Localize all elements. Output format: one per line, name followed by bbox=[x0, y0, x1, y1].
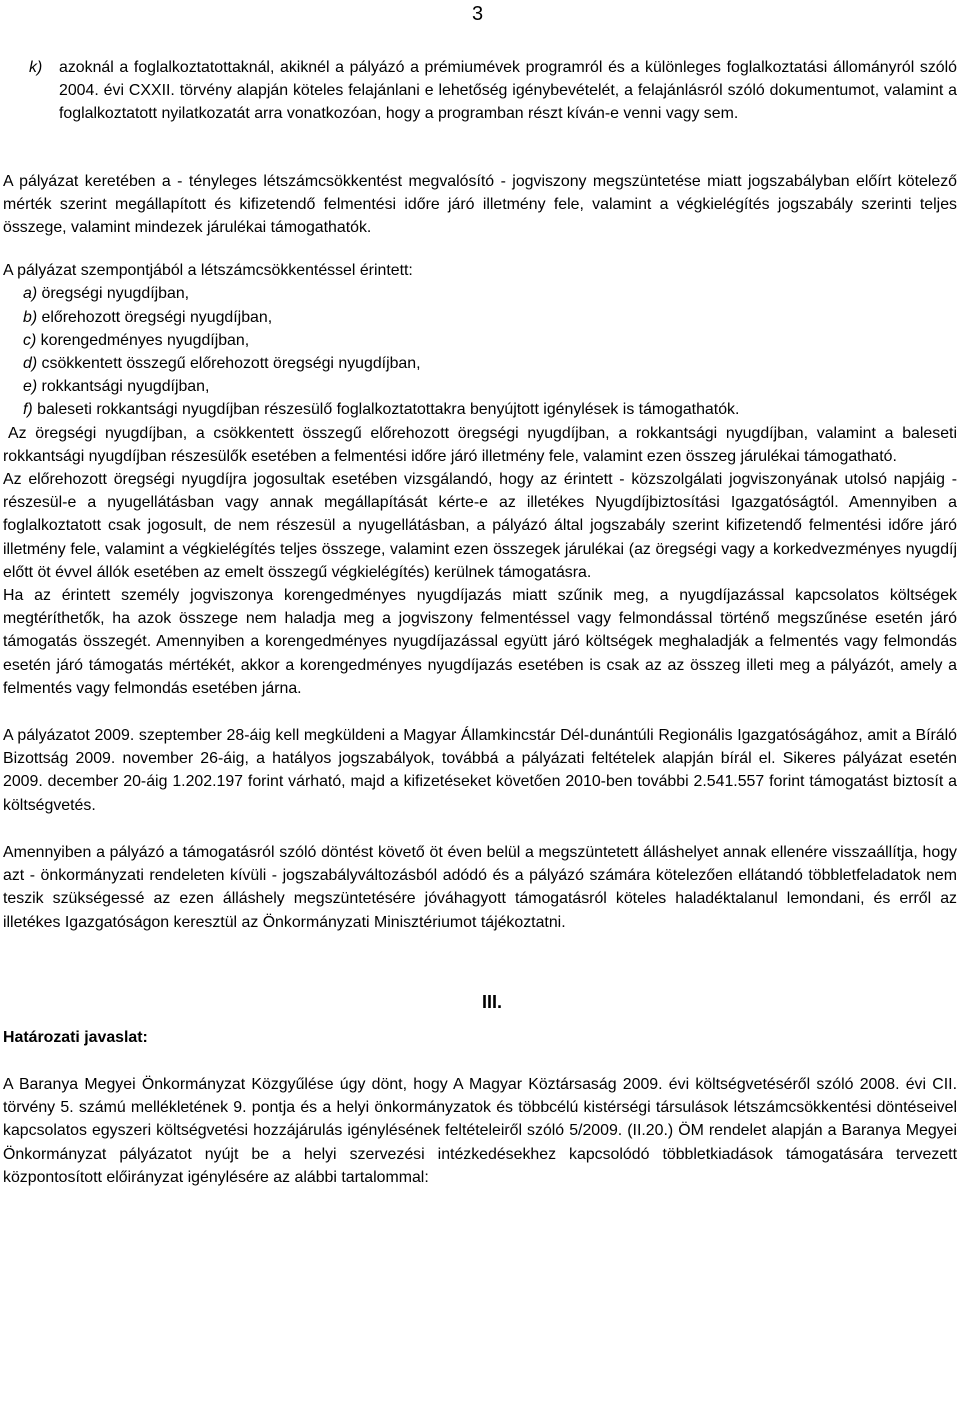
section-number: III. bbox=[481, 991, 502, 1012]
paragraph-keretében: A pályázat keretében a - tényleges létszámcsökkentést megvalósító - jogviszony megszüntetése miatt jogszabályban előírt kötelező mérték szerint megállapított és kifizetendő felmentési időre járó illetmény fele, valamint a végkielégítés jogszabály szerinti teljes összege, valamint mindezek járulékai támogathatók. bbox=[3, 172, 957, 237]
list-item: d) csökkentett összegű előrehozott öregségi nyugdíjban, bbox=[23, 355, 421, 373]
list-item-text: azoknál a foglalkoztatottaknál, akiknél a pályázó a prémiumévek programról és a különleges foglalkoztatási állományról szóló 2004. évi CXXII. törvény alapján köteles felajánlani e lehetőség igénybevételét, a felajánlásról szóló dokumentumot, valamint a foglalkoztatott nyilatkozatát arra vonatkozóan, hogy a programban részt kíván-e venni vagy sem. bbox=[59, 59, 957, 123]
page-number: 3 bbox=[472, 3, 484, 25]
list-item: e) rokkantsági nyugdíjban, bbox=[23, 378, 210, 396]
list-item: c) korengedményes nyugdíjban, bbox=[23, 331, 250, 349]
list-item-k bbox=[29, 56, 957, 126]
paragraph-baranya: A Baranya Megyei Önkormányzat Közgyűlése úgy dönt, hogy A Magyar Köztársaság 2009. évi költségvetéséről szóló 2008. évi CII. törvény 5. számú mellékletének 9. pontja és a helyi önkormányzatok és többcélú kistérségi társulások létszámcsökkentési döntéseivel kapcsolatos egyszeri költségvetési hozzájárulás igénylésének feltételeiről szóló 5/2009. (II.20.) ÖM rendelet alapján a Baranya Megyei Önkormányzat pályázatot nyújt be a helyi szervezési intézkedésekhez kapcsolódó többletkiadások támogatására tervezett központosított előirányzat igénylésére az alábbi tartalommal: bbox=[3, 1075, 957, 1186]
document-body bbox=[3, 56, 957, 1189]
paragraph-szempontjabol: A pályázat szempontjából a létszámcsökkentéssel érintett: bbox=[3, 262, 413, 280]
list-item: a) öregségi nyugdíjban, bbox=[23, 285, 190, 303]
affected-list bbox=[3, 282, 957, 421]
list-item-label: k) bbox=[29, 59, 43, 76]
list-item: b) előrehozott öregségi nyugdíjban, bbox=[23, 308, 273, 326]
paragraph-oregsegi: Az öregségi nyugdíjban, a csökkentett összegű előrehozott öregségi nyugdíjban, a rokkantsági nyugdíjban, valamint a baleseti rokkantsági nyugdíjban részesülők esetében a felmentési időre járó illetmény fele, valamint ezen összeg járulékai támogatható. bbox=[3, 424, 957, 465]
paragraph-amennyiben: Amennyiben a pályázó a támogatásról szóló döntést követő öt éven belül a megszüntetett álláshelyet annak ellenére visszaállítja, hogy azt - önkormányzati rendeleten kívüli - jogszabályváltozásból adódó és a pályázó számára kötelezően ellátandó többletfeladatok nem teszik szükségessé az ezen álláshely megszüntetésére jóváhagyott támogatásról köteles haladéktalanul lemondani, és erről az illetékes Igazgatóságon keresztül az Önkormányzati Minisztériumot tájékoztatni. bbox=[3, 843, 957, 931]
paragraph-korengedmenyes: Ha az érintett személy jogviszonya korengedményes nyugdíjazás miatt szűnik meg, a nyugdíjazással kapcsolatos költségek megtéríthetők, ha azok összege nem haladja meg a jogviszony felmentéssel vagy felmondással történő megszűnése esetén járó támogatás összegét. Amennyiben a korengedményes nyugdíjazással együtt járó költségek meghaladják a felmentés vagy felmondás esetén járó támogatás mértékét, akkor a korengedményes nyugdíjazás esetében is csak az az összeg illeti meg a pályázót, amely a felmentés vagy felmondás esetében járna. bbox=[3, 587, 957, 697]
heading-hatarozati-javaslat: Határozati javaslat: bbox=[3, 1028, 148, 1046]
paragraph-elorehozott: Az előrehozott öregségi nyugdíjra jogosultak esetében vizsgálandó, hogy az érintett - közszolgálati jogviszonyának utolsó napjáig - részesül-e a nyugellátásban vagy annak megállapítását kérte-e az illetékes Nyugdíjbiztosítási Igazgatóságtól. Amennyiben a foglalkoztatott csak jogosult, de nem részesül a nyugellátásban, a pályázó által jogszabály szerint kifizetendő felmentési időre járó illetmény fele, valamint a végkielégítés teljes összege, valamint ezen összegek járulékai (az öregségi vagy a korkedvezményes nyugdíj előtt öt évvel állók esetében az emelt összegű végkielégítés) kerülnek támogatásra. bbox=[3, 471, 957, 581]
paragraph-2009: A pályázatot 2009. szeptember 28-áig kell megküldeni a Magyar Államkincstár Dél-dunántúli Regionális Igazgatóságához, amit a Bíráló Bizottság 2009. november 26-áig, a hatályos jogszabályok, továbbá a pályázati feltételek alapján bírál el. Sikeres pályázat esetén 2009. december 20-áig 1.202.197 forint várható, majd a kifizetéseket követően 2010-ben további 2.541.557 forint támogatást biztosít a költségvetés. bbox=[3, 727, 957, 814]
list-item: f) baleseti rokkantsági nyugdíjban részesülő foglalkoztatottakra benyújtott igénylések is támogathatók. bbox=[23, 401, 740, 419]
